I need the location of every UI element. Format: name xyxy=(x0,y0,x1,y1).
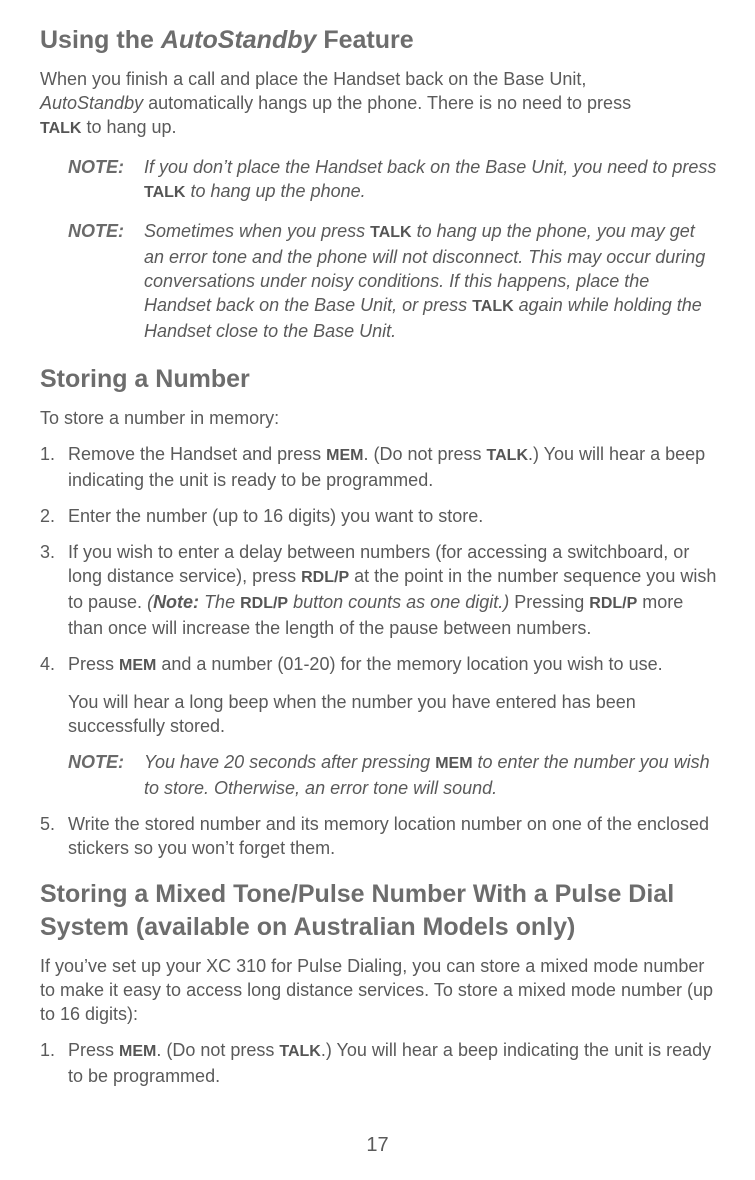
note-label: NOTE: xyxy=(68,157,124,177)
page-number: 17 xyxy=(366,1134,389,1156)
list-item: 1. Press MEM. (Do not press TALK.) You will hear a beep indicating the unit is ready to be programmed. xyxy=(40,1040,712,1086)
note-20-seconds: NOTE: You have 20 seconds after pressing MEM to enter the number you wish to store. Otherwise, an error tone will sound. xyxy=(68,752,710,798)
section-heading-autostandby: Using the AutoStandby Feature xyxy=(40,26,414,54)
step4-confirmation: You will hear a long beep when the number you have entered has been successfully stored. xyxy=(68,692,636,736)
note-error-tone: NOTE: Sometimes when you press TALK to hang up the phone, you may get an error tone and the phone will not disconnect. This may occur during conversations under noisy conditions. If this happens, place the Handset back on the Base Unit, or press TALK again while holding the Handset close to the Base Unit. xyxy=(68,221,706,341)
list-item: 1. Remove the Handset and press MEM. (Do not press TALK.) You will hear a beep indicating the unit is ready to be programmed. xyxy=(40,444,706,490)
note-handset-not-placed: NOTE: If you don’t place the Handset back on the Base Unit, you need to press TALK to hang up the phone. xyxy=(68,155,719,205)
storing-number-steps xyxy=(40,442,719,860)
mixed-mode-intro: If you’ve set up your XC 310 for Pulse Dialing, you can store a mixed mode number to make it easy to access long distance services. To store a mixed mode number (up to 16 digits): xyxy=(40,956,713,1024)
storing-number-intro: To store a number in memory: xyxy=(40,408,280,428)
list-item: 3. If you wish to enter a delay between numbers (for accessing a switchboard, or long distance service), press RDL/P at the point in the number sequence you wish to pause. (Note: The RDL/P button counts as one digit.) Pressing RDL/P more than once will increase the length of the pause between numbers. xyxy=(40,542,717,638)
note-label: NOTE: xyxy=(68,221,124,241)
mixed-mode-steps xyxy=(40,1038,719,1088)
list-item: 5. Write the stored number and its memory location number on one of the enclosed stickers so you won’t forget them. xyxy=(40,814,710,858)
autostandby-intro: When you finish a call and place the Handset back on the Base Unit, AutoStandby automatically hangs up the phone. There is no need to press TALK to hang up. xyxy=(40,69,632,137)
note-label: NOTE: xyxy=(68,752,124,772)
list-item: 4. Press MEM and a number (01-20) for the memory location you wish to use. You will hear a long beep when the number you have entered has been successfully stored. NOTE: You have 20 seconds after pressing MEM to enter the number you wish to store. Otherwise, an error tone will sound. xyxy=(40,652,719,800)
section-heading-storing-number: Storing a Number xyxy=(40,365,250,393)
list-item: 2. Enter the number (up to 16 digits) you want to store. xyxy=(40,506,484,526)
section-heading-mixed-tone-pulse: Storing a Mixed Tone/Pulse Number With a Pulse Dial System (available on Australian Models only) xyxy=(40,880,675,941)
